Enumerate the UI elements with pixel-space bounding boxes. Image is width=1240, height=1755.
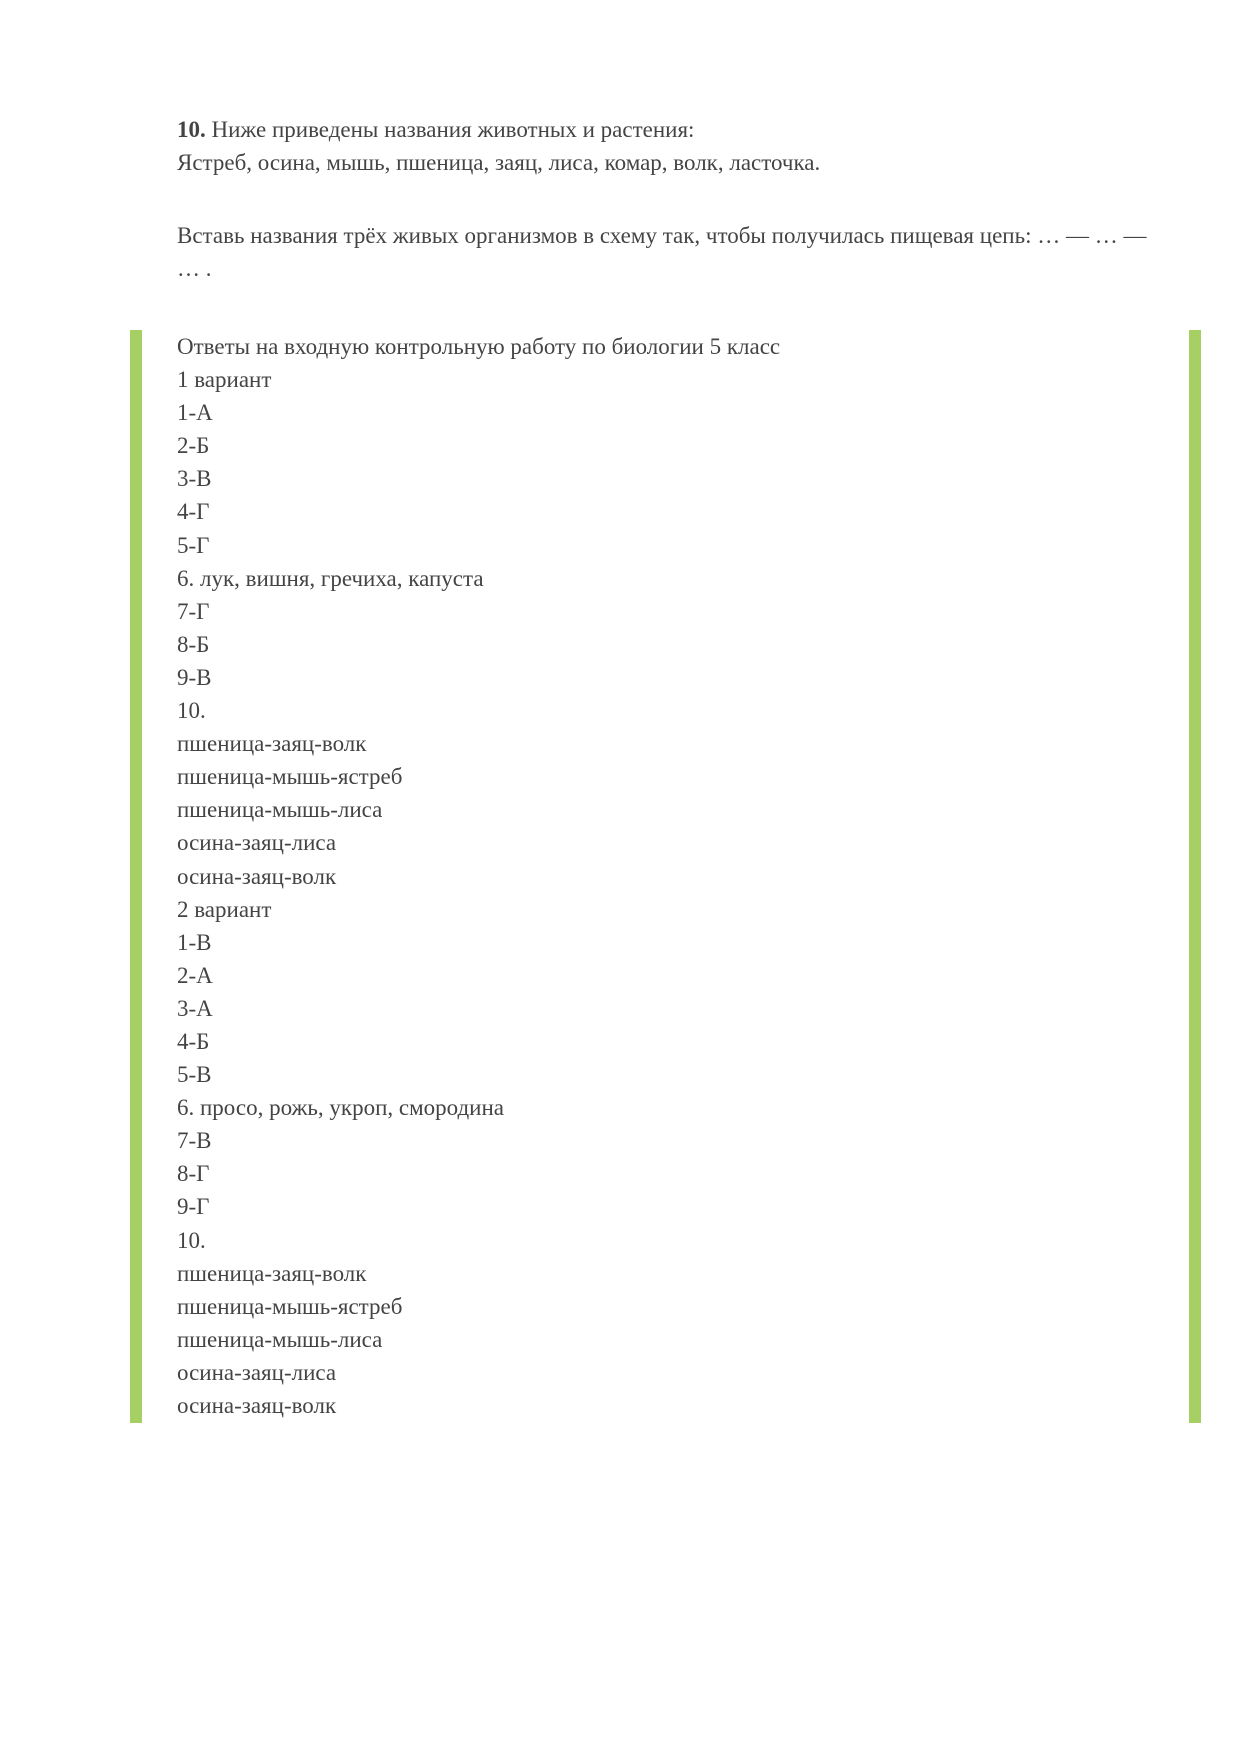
answer-line: пшеница-заяц-волк — [177, 1260, 367, 1286]
right-accent-bar — [1189, 330, 1201, 1423]
answer-line: пшеница-мышь-лиса — [177, 797, 383, 823]
answer-line: 10. — [177, 1227, 206, 1253]
answer-line: 4-Г — [177, 499, 210, 525]
answer-line: пшеница-мышь-ястреб — [177, 764, 403, 790]
answer-line: 3-А — [177, 995, 213, 1021]
answer-line: пшеница-заяц-волк — [177, 731, 367, 757]
answers-list — [177, 330, 780, 1422]
answer-line: 8-Б — [177, 631, 210, 657]
answer-line: 1-А — [177, 400, 213, 426]
answer-line: осина-заяц-лиса — [177, 1359, 337, 1385]
answer-line: 2-Б — [177, 433, 210, 459]
answer-line: 7-В — [177, 1128, 212, 1154]
question-10 — [177, 113, 1152, 285]
answer-line: осина-заяц-волк — [177, 863, 337, 889]
answer-line: 10. — [177, 698, 206, 724]
question-instruction: Вставь названия трёх живых организмов в схему так, чтобы получилась пищевая цепь: … — … — … . — [177, 223, 1147, 281]
answer-line: осина-заяц-лиса — [177, 830, 337, 856]
answer-line: 2 вариант — [177, 896, 272, 922]
answer-line: 2-А — [177, 962, 213, 988]
answer-line: 6. лук, вишня, гречиха, капуста — [177, 565, 484, 591]
answer-line: пшеница-мышь-ястреб — [177, 1293, 403, 1319]
answer-line: 9-Г — [177, 1194, 210, 1220]
organism-list: Ястреб, осина, мышь, пшеница, заяц, лиса, комар, волк, ласточка. — [177, 150, 821, 175]
answer-line: 6. просо, рожь, укроп, смородина — [177, 1095, 505, 1121]
answer-line: 1-В — [177, 929, 212, 955]
question-number: 10. — [177, 117, 206, 142]
answer-line: 5-Г — [177, 532, 210, 558]
answer-line: осина-заяц-волк — [177, 1393, 337, 1418]
answer-line: 7-Г — [177, 598, 210, 624]
answer-line: 4-Б — [177, 1028, 210, 1054]
answer-line: 8-Г — [177, 1161, 210, 1187]
question-prompt-line — [177, 113, 1152, 146]
answer-line: 5-В — [177, 1062, 212, 1088]
answer-line: 9-В — [177, 664, 212, 690]
left-accent-bar — [130, 330, 142, 1423]
answer-line: 3-В — [177, 466, 212, 492]
answer-line: пшеница-мышь-лиса — [177, 1326, 383, 1352]
answer-line: 1 вариант — [177, 367, 272, 393]
answers-title: Ответы на входную контрольную работу по биологии 5 класс — [177, 334, 781, 359]
question-prompt: Ниже приведены названия животных и растения: — [205, 117, 695, 142]
answers-block — [130, 330, 1201, 1423]
